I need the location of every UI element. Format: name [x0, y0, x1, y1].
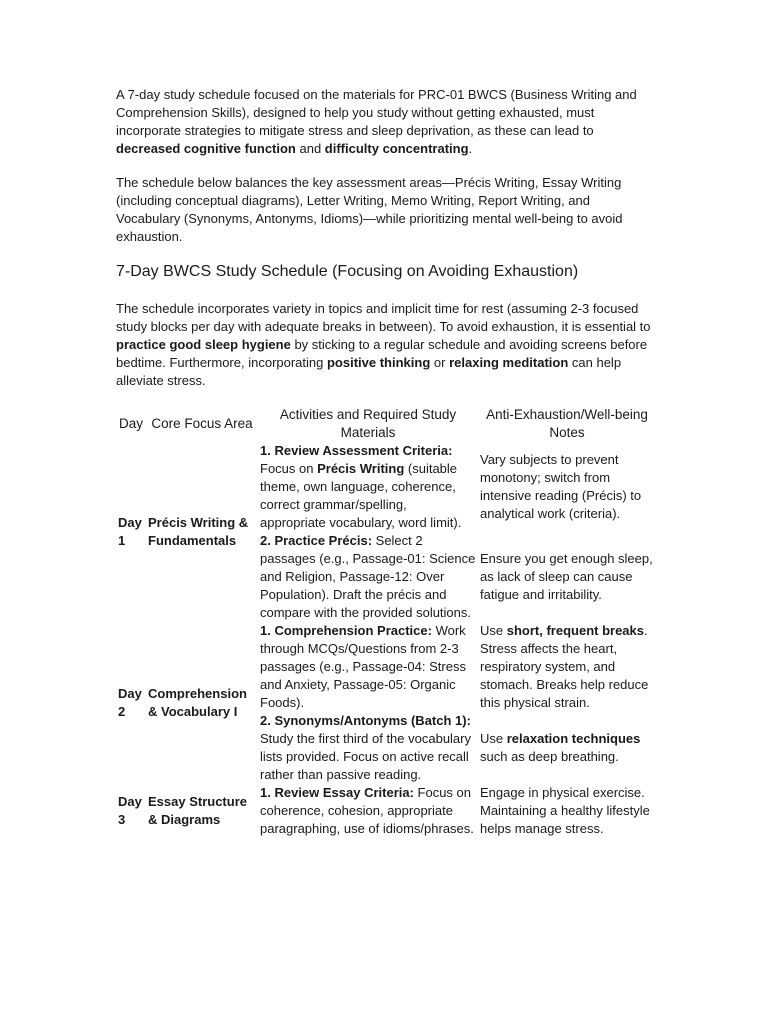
para-text: or: [430, 355, 450, 370]
header-day: Day: [118, 416, 143, 431]
intro-paragraph-1: [116, 86, 656, 158]
note-cell: Engage in physical exercise. Maintaining a healthy lifestyle helps manage stress.: [480, 785, 650, 836]
note-text: Use: [480, 731, 507, 746]
activity-cell: [258, 712, 478, 784]
note-text: Use: [480, 623, 507, 638]
note-cell: [478, 622, 656, 712]
schedule-table: [116, 406, 656, 838]
header-activities: Activities and Required Study Materials: [279, 407, 457, 440]
intro-text: A 7-day study schedule focused on the materials for PRC-01 BWCS (Business Writing and Comprehension Skills), designed to help you study without getting exhausted, must incorporate strategies to mitigate stress and sleep deprivation, as these can lead to: [116, 87, 637, 138]
activity-bold: Précis Writing: [317, 461, 405, 476]
bold-phrase: difficulty concentrating: [324, 141, 469, 156]
table-row: [116, 784, 656, 838]
activity-title: 1. Comprehension Practice:: [260, 623, 432, 638]
activity-text: Focus on coherence, cohesion, appropriate paragraphing, use of idioms/phrases.: [260, 785, 474, 836]
activity-text: Select 2 passages (e.g., Passage-01: Science and Religion, Passage-12: Over Population). Draft the précis and compare with the provided solutions.: [260, 533, 476, 620]
note-bold: relaxation techniques: [506, 731, 641, 746]
table-header-row: [116, 406, 656, 442]
note-cell: Ensure you get enough sleep, as lack of sleep can cause fatigue and irritability.: [480, 551, 653, 602]
activity-cell: [258, 442, 478, 532]
document-page: [116, 86, 656, 838]
day-cell: Day 1: [118, 515, 142, 548]
schedule-intro-paragraph: [116, 300, 656, 390]
activity-text: Study the first third of the vocabulary lists provided. Focus on active recall rather than passive reading.: [260, 731, 471, 782]
focus-area-cell: Comprehension & Vocabulary I: [148, 686, 247, 719]
bold-phrase: relaxing meditation: [449, 355, 569, 370]
bold-phrase: decreased cognitive function: [116, 141, 296, 156]
header-notes: Anti-Exhaustion/Well-being Notes: [486, 407, 648, 440]
note-text: . Stress affects the heart, respiratory system, and stomach. Breaks help reduce this physical strain.: [480, 623, 649, 710]
activity-cell: [258, 532, 478, 622]
note-cell: Vary subjects to prevent monotony; switch from intensive reading (Précis) to analytical work (criteria).: [480, 452, 642, 521]
section-heading: 7-Day BWCS Study Schedule (Focusing on Avoiding Exhaustion): [116, 263, 579, 280]
note-bold: short, frequent breaks: [506, 623, 644, 638]
focus-area-cell: Essay Structure & Diagrams: [148, 794, 247, 827]
para-text: can help alleviate stress.: [116, 355, 622, 388]
activity-title: 2. Synonyms/Antonyms (Batch 1):: [260, 713, 471, 728]
activity-text: (suitable theme, own language, coherence, correct grammar/spelling, appropriate vocabulary, word limit).: [260, 461, 462, 530]
intro-text: and: [295, 141, 325, 156]
activity-cell: [258, 784, 478, 838]
activity-title: 1. Review Essay Criteria:: [260, 785, 414, 800]
activity-cell: [258, 622, 478, 712]
bold-phrase: practice good sleep hygiene: [116, 337, 291, 352]
intro-text: .: [468, 141, 473, 156]
day-cell: Day 2: [118, 686, 142, 719]
activity-title: 1. Review Assessment Criteria:: [260, 443, 453, 458]
para-text: The schedule incorporates variety in topics and implicit time for rest (assuming 2-3 focused study blocks per day with adequate breaks in between). To avoid exhaustion, it is essential to: [116, 301, 651, 334]
header-core-focus: Core Focus Area: [151, 416, 253, 431]
activity-text: Work through MCQs/Questions from 2-3 passages (e.g., Passage-04: Stress and Anxiety, Passage-05: Organic Foods).: [260, 623, 466, 710]
activity-text: Focus on: [260, 461, 318, 476]
table-row: [116, 442, 656, 532]
day-cell: Day 3: [118, 794, 142, 827]
para-text: by sticking to a regular schedule and avoiding screens before bedtime. Furthermore, incorporating: [116, 337, 648, 370]
bold-phrase: positive thinking: [326, 355, 431, 370]
intro-paragraph-2: The schedule below balances the key assessment areas—Précis Writing, Essay Writing (including conceptual diagrams), Letter Writing, Memo Writing, Report Writing, and Vocabulary (Synonyms, Antonyms, Idioms)—while prioritizing mental well-being to avoid exhaustion.: [116, 175, 623, 244]
note-text: such as deep breathing.: [480, 749, 619, 764]
note-cell: [478, 712, 656, 784]
table-row: [116, 622, 656, 712]
activity-title: 2. Practice Précis:: [260, 533, 373, 548]
focus-area-cell: Précis Writing & Fundamentals: [148, 515, 249, 548]
